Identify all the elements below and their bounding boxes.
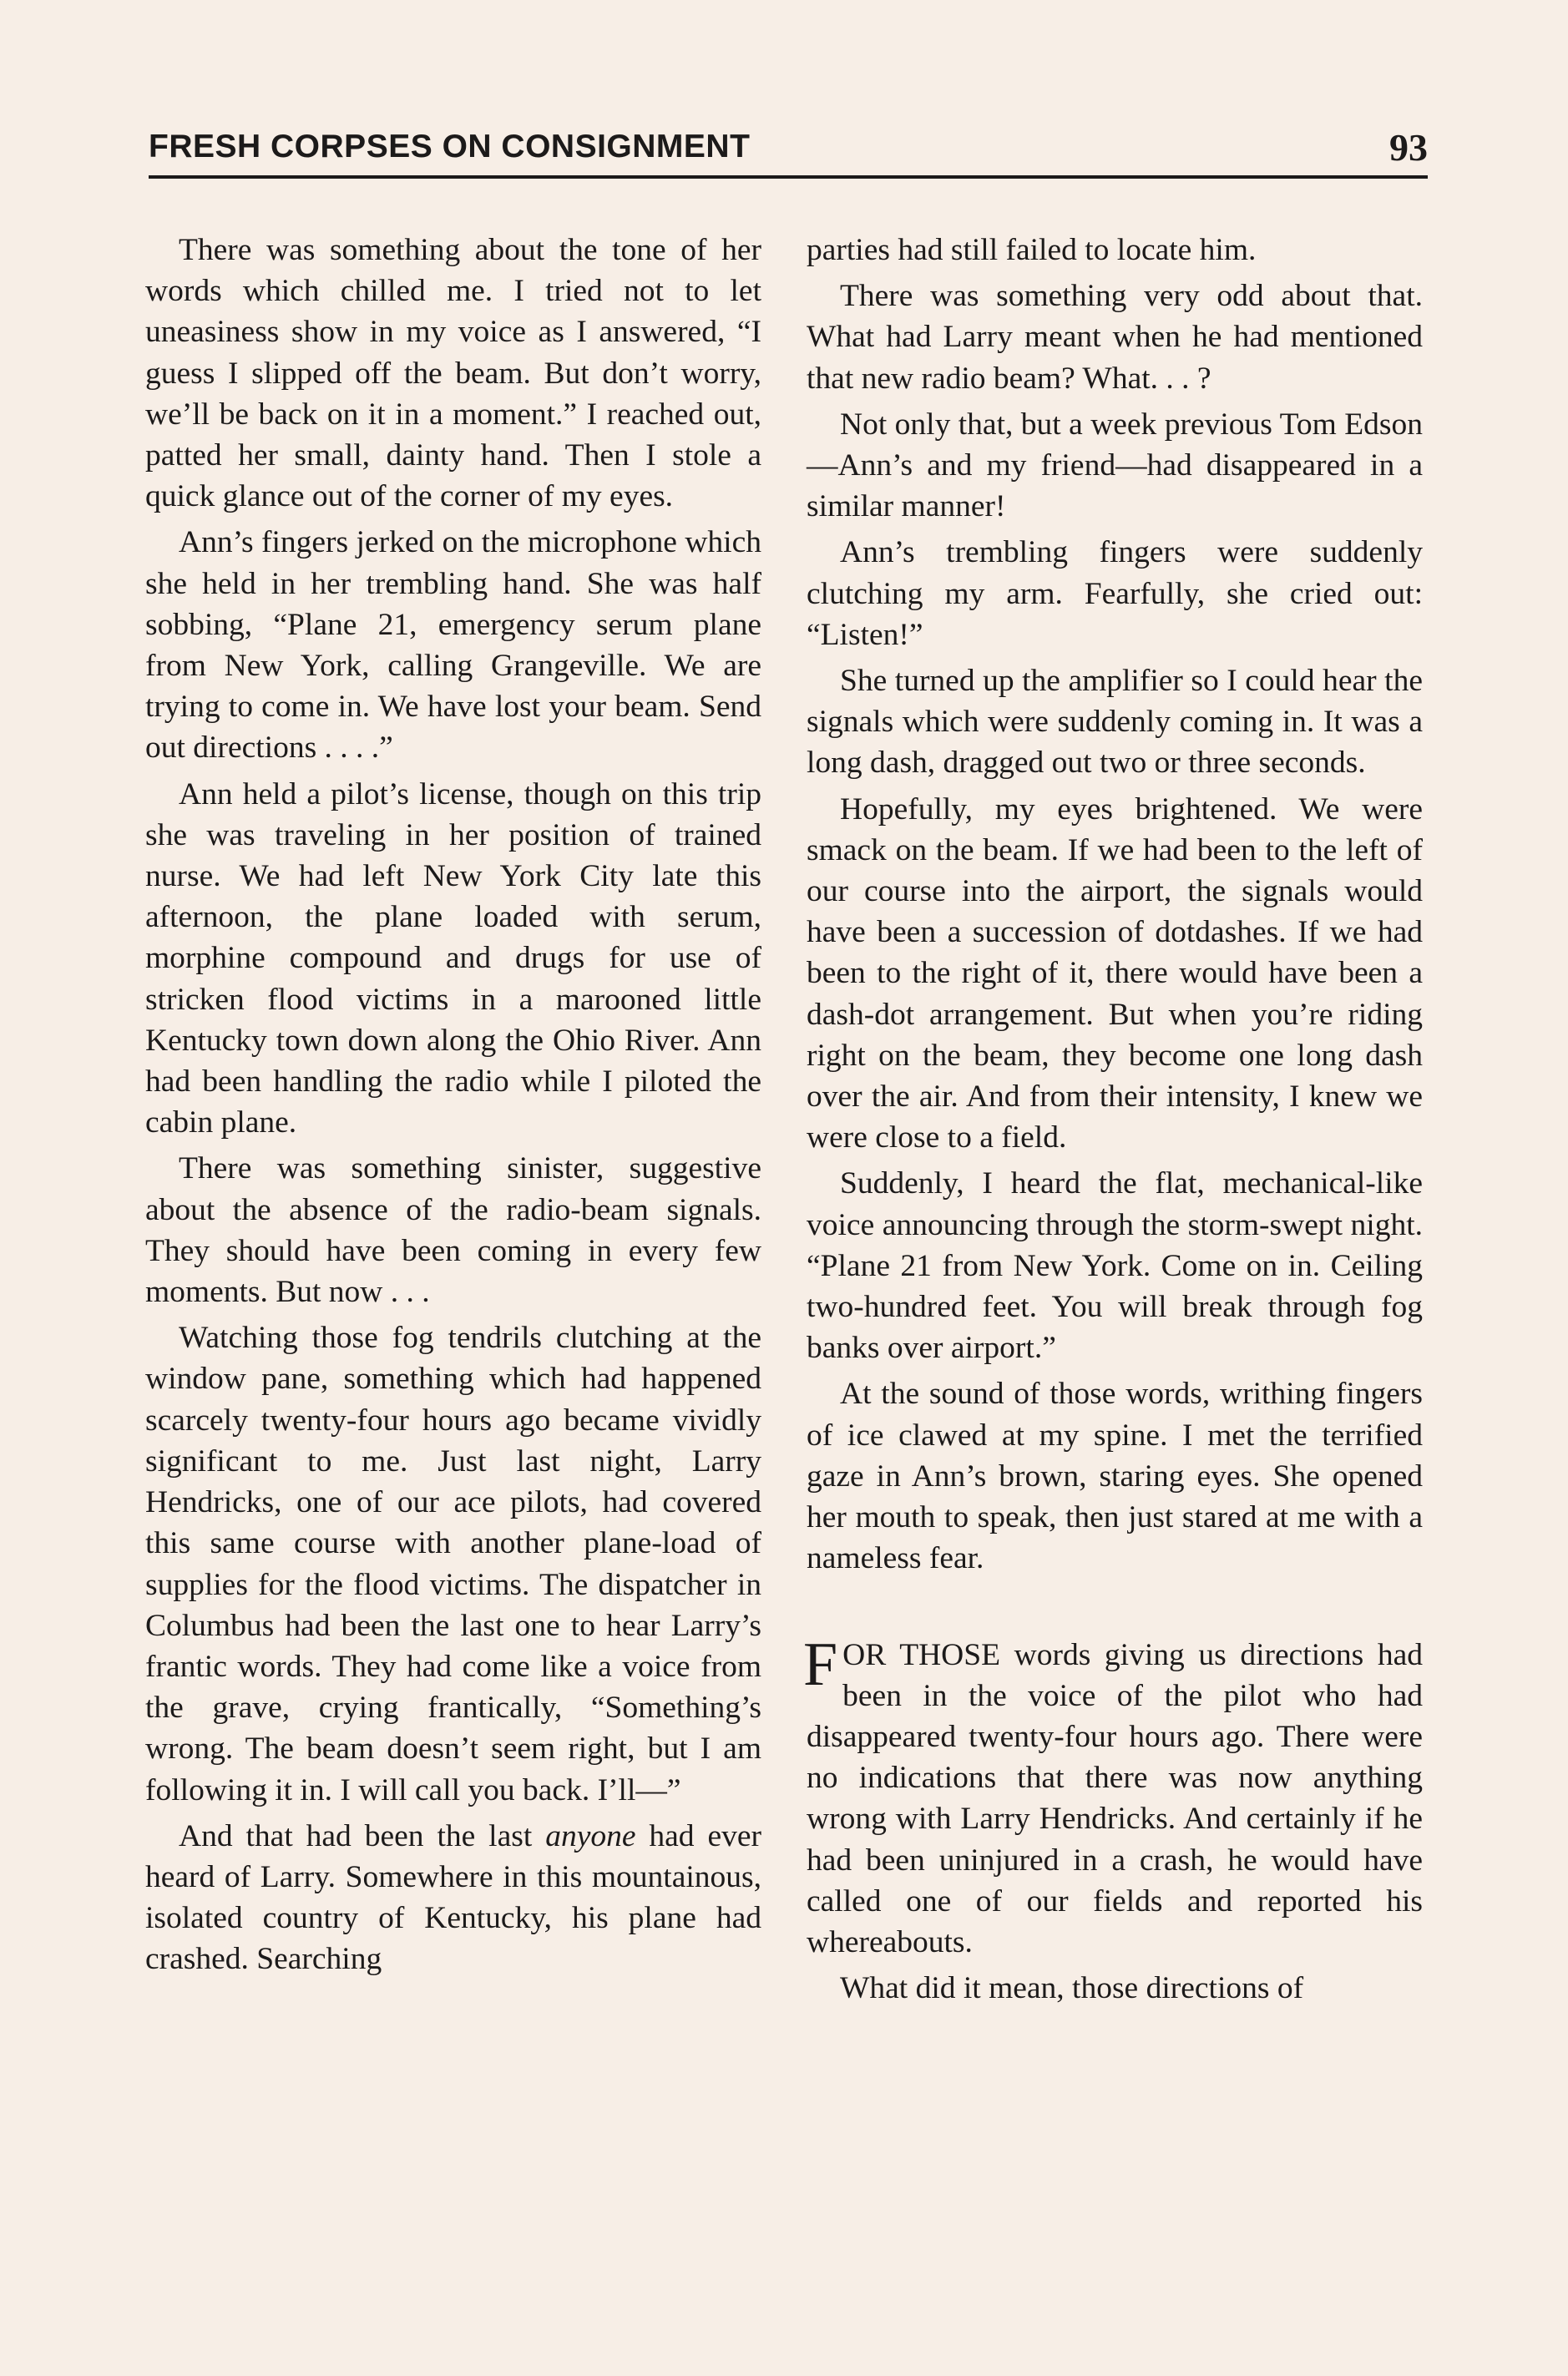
- paragraph: Ann’s fingers jerked on the microphone which she held in her trembling hand. She was half sobbing, “Plane 21, emergency serum plane from New York, calling Grangeville. We are trying to come in. We have lost your beam. Send out directions . . . .”: [145, 525, 761, 766]
- paragraph: Ann’s trembling fingers were suddenly clutching my arm. Fearfully, she cried out: “Listen!”: [807, 535, 1423, 652]
- paragraph: Watching those fog tendrils clutching at the window pane, something which had happened scarcely twenty-four hours ago became vividly significant to me. Just last night, Larry Hendricks, one of our ace pilots, had covered this same course with another plane-load of supplies for the flood victims. The dispatcher in Columbus had been the last one to hear Larry’s frantic words. They had come like a voice from the grave, crying frantically, “Something’s wrong. The beam doesn’t seem right, but I am following it in. I will call you back. I’ll—”: [145, 1321, 761, 1807]
- paragraph: Not only that, but a week previous Tom Edson—Ann’s and my friend—had disappeared in a similar manner!: [807, 407, 1423, 524]
- left-column: [145, 230, 761, 1985]
- paragraph: At the sound of those words, writhing fingers of ice clawed at my spine. I met the terrified gaze in Ann’s brown, staring eyes. She opened her mouth to speak, then just stared at me with a nameless fear.: [807, 1377, 1423, 1576]
- paragraph: There was something about the tone of her words which chilled me. I tried not to let uneasiness show in my voice as I answered, “I guess I slipped off the beam. But don’t worry, we’ll be back on it in a moment.” I reached out, patted her small, dainty hand. Then I stole a quick glance out of the corner of my eyes.: [145, 233, 761, 514]
- running-title: FRESH CORPSES ON CONSIGNMENT: [149, 129, 751, 164]
- paragraph: She turned up the amplifier so I could hear the signals which were suddenly coming in. It was a long dash, dragged out two or three seconds.: [807, 664, 1423, 781]
- paragraph: What did it mean, those directions of: [840, 1971, 1304, 2006]
- paragraph-text: And that had been the last: [179, 1818, 546, 1853]
- drop-cap: F: [803, 1630, 838, 1699]
- right-column: [803, 230, 1423, 2014]
- paragraph: [803, 1630, 1423, 1964]
- section-break: [807, 1585, 1423, 1635]
- page-number: 93: [1389, 126, 1428, 169]
- paragraph: [145, 1816, 761, 1980]
- header-rule: [149, 175, 1428, 179]
- paragraph: Hopefully, my eyes brightened. We were smack on the beam. If we had been to the left of our course into the airport, the signals would have been a succession of dotdashes. If we had been to the right of it, there would have been a dash-dot arrangement. But when you’re riding right on the beam, they become one long dash over the air. And from their intensity, I knew we were close to a field.: [807, 791, 1423, 1155]
- paragraph-text: OR THOSE words giving us directions had been in the voice of the pilot who had disappeared twenty-four hours ago. There were no indications that there was now anything wrong with Larry Hendricks. And certainly if he had been uninjured in a crash, he would have called one of our fields and reported his whereabouts.: [807, 1637, 1423, 1959]
- page-header: [149, 125, 1428, 172]
- paragraph: Ann held a pilot’s license, though on this trip she was traveling in her position of trained nurse. We had left New York City late this afternoon, the plane loaded with serum, morphine compound and drugs for use of stricken flood victims in a marooned little Kentucky town down along the Ohio River. Ann had been handling the radio while I piloted the cabin plane.: [145, 776, 761, 1140]
- paragraph: There was something very odd about that. What had Larry meant when he had mentioned that new radio beam? What. . . ?: [807, 279, 1423, 396]
- paragraph: There was something sinister, suggestive about the absence of the radio-beam signals. They should have been coming in every few moments. But now . . .: [145, 1151, 761, 1310]
- paragraph: Suddenly, I heard the flat, mechanical-like voice announcing through the storm-swept night. “Plane 21 from New York. Come on in. Ceiling two-hundred feet. You will break through fog banks over airport.”: [807, 1166, 1423, 1366]
- paragraph-text: had ever heard of Larry. Somewhere in this mountainous, isolated country of Kentucky, his plane had crashed. Searching: [145, 1818, 762, 1977]
- emphasis-text: anyone: [545, 1818, 636, 1853]
- paragraph-continuation: parties had still failed to locate him.: [807, 233, 1257, 267]
